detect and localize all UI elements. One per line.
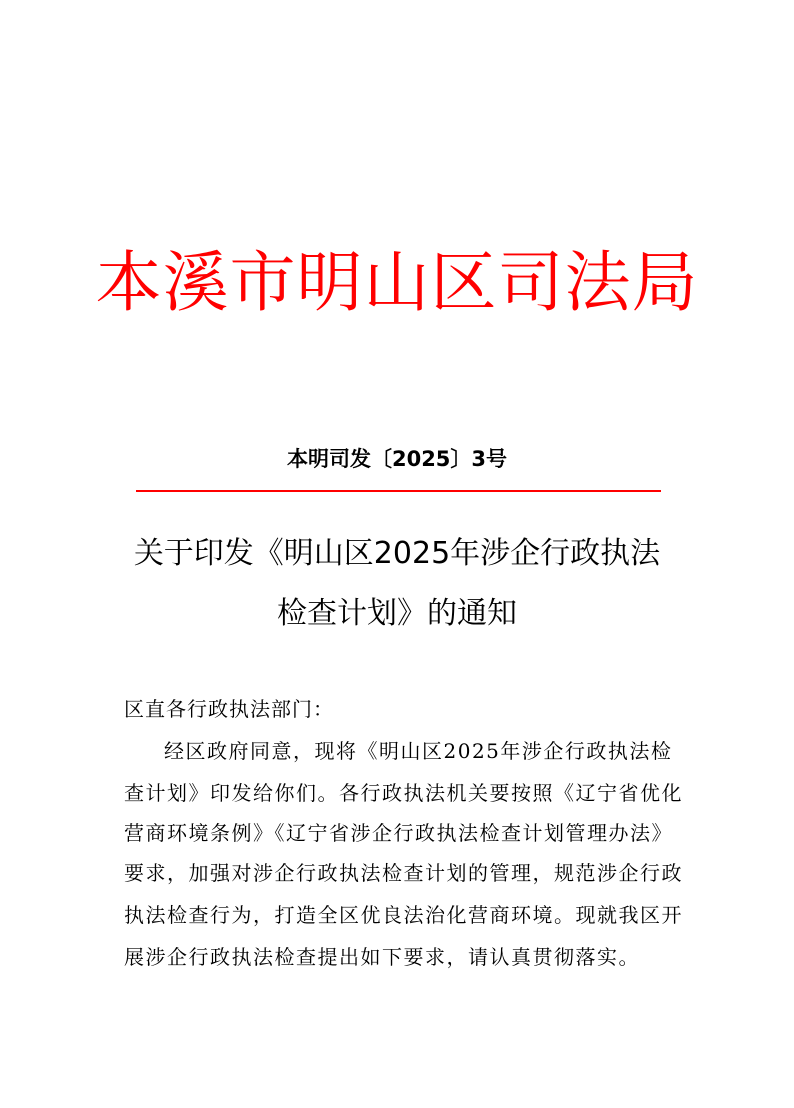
body-paragraph-line: 执法检查行为，打造全区优良法治化营商环境。现就我区开 xyxy=(124,903,683,927)
salutation: 区直各行政执法部门： xyxy=(124,697,334,721)
body-paragraph-line: 展涉企行政执法检查提出如下要求，请认真贯彻落实。 xyxy=(124,945,640,969)
body-paragraph-line: 查计划》印发给你们。各行政执法机关要按照《辽宁省优化 xyxy=(124,781,683,805)
document-title-line-1: 关于印发《明山区2025年涉企行政执法 xyxy=(133,536,661,571)
document-number: 本明司发〔2025〕3号 xyxy=(286,447,508,471)
body-paragraph-line: 营商环境条例》《辽宁省涉企行政执法检查计划管理办法》 xyxy=(124,821,673,845)
body-paragraph-line: 要求，加强对涉企行政执法检查计划的管理，规范涉企行政 xyxy=(124,861,683,885)
document-title-line-2: 检查计划》的通知 xyxy=(277,596,517,631)
issuing-organization: 本溪市明山区司法局 xyxy=(95,244,699,321)
red-divider-line xyxy=(136,490,661,492)
body-paragraph-line: 经区政府同意，现将《明山区2025年涉企行政执法检 xyxy=(164,739,673,763)
